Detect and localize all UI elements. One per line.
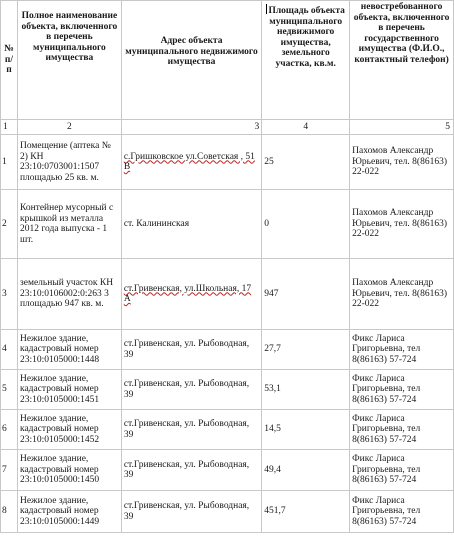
table-row bbox=[1, 190, 454, 259]
object-area: 451,7 bbox=[262, 491, 350, 533]
table-row bbox=[1, 370, 454, 410]
header-area bbox=[262, 1, 350, 120]
object-name: Нежилое здание, кадастровый номер 23:10:0105000:1448 bbox=[17, 330, 121, 370]
column-index-row bbox=[1, 120, 454, 135]
table-row bbox=[1, 259, 454, 330]
table-row bbox=[1, 450, 454, 491]
object-address: ст.Гривенская, ул. Рыбоводная, 39 bbox=[121, 491, 261, 533]
contact-holder: Фикс Лариса Григорьевна, тел 8(86163) 57-724 bbox=[350, 370, 454, 410]
object-address: ст.Гривенская, ул. Рыбоводная, 39 bbox=[121, 410, 261, 450]
object-name: земельный участок КН 23:10:0106002:0:263 3 площадью 947 кв. м. bbox=[17, 259, 121, 330]
object-name: Помещение (аптека № 2) КН 23:10:0703001:1507 площадью 25 кв. м. bbox=[17, 135, 121, 190]
object-address: ст.Гривенская, ул. Рыбоводная, 39 bbox=[121, 370, 261, 410]
row-number: 3 bbox=[1, 259, 18, 330]
contact-holder: Пахомов Александр Юрьевич, тел. 8(86163) 22-022 bbox=[350, 259, 454, 330]
object-name: Контейнер мусорный с крышкой из металла 2012 года выпуска - 1 шт. bbox=[17, 190, 121, 259]
column-index: 3 bbox=[121, 120, 261, 135]
row-number: 5 bbox=[1, 370, 18, 410]
table-row bbox=[1, 410, 454, 450]
header-address: Адрес объекта муниципального недвижимого имущества bbox=[121, 1, 261, 120]
object-area: 53,1 bbox=[262, 370, 350, 410]
object-area: 14,5 bbox=[262, 410, 350, 450]
object-area: 27,7 bbox=[262, 330, 350, 370]
row-number: 8 bbox=[1, 491, 18, 533]
row-number: 7 bbox=[1, 450, 18, 491]
column-index: 2 bbox=[17, 120, 121, 135]
column-index: 5 bbox=[350, 120, 454, 135]
object-area: 25 bbox=[262, 135, 350, 190]
header-name: Полное наименование объекта, включенного в перечень муниципального имущества bbox=[17, 1, 121, 120]
object-address: с.Гришковское ул.Советская , 51 В bbox=[121, 135, 261, 190]
contact-holder: Пахомов Александр Юрьевич, тел. 8(86163) 22-022 bbox=[350, 190, 454, 259]
object-area: 49,4 bbox=[262, 450, 350, 491]
table-row bbox=[1, 135, 454, 190]
object-address: ст.Гривенская, ул.Школьная, 17 А bbox=[121, 259, 261, 330]
header-holder: невостребованного объекта, включенного в перечень государственного имущества (Ф.И.О., контактный телефон) bbox=[350, 1, 454, 120]
contact-holder: Фикс Лариса Григорьевна, тел 8(86163) 57-724 bbox=[350, 410, 454, 450]
row-number: 6 bbox=[1, 410, 18, 450]
header-area-text: Площадь объекта муниципального недвижимого имущества, земельного участка, кв.м. bbox=[268, 6, 345, 69]
table-row bbox=[1, 491, 454, 533]
contact-holder: Фикс Лариса Григорьевна, тел 8(86163) 57-724 bbox=[350, 450, 454, 491]
contact-holder: Фикс Лариса Григорьевна, тел 8(86163) 57-724 bbox=[350, 491, 454, 533]
object-address: ст.Гривенская, ул. Рыбоводная, 39 bbox=[121, 330, 261, 370]
object-name: Нежилое здание, кадастровый номер 23:10:0105000:1452 bbox=[17, 410, 121, 450]
row-number: 1 bbox=[1, 135, 18, 190]
row-number: 4 bbox=[1, 330, 18, 370]
column-index: 4 bbox=[262, 120, 350, 135]
row-number: 2 bbox=[1, 190, 18, 259]
contact-holder: Фикс Лариса Григорьевна, тел 8(86163) 57-724 bbox=[350, 330, 454, 370]
object-address: ст. Калининская bbox=[121, 190, 261, 259]
header-row bbox=[1, 1, 454, 120]
contact-holder: Пахомов Александр Юрьевич, тел. 8(86163) 22-022 bbox=[350, 135, 454, 190]
object-area: 947 bbox=[262, 259, 350, 330]
object-name: Нежилое здание, кадастровый номер 23:10:0105000:1449 bbox=[17, 491, 121, 533]
object-name: Нежилое здание, кадастровый номер 23:10:0105000:1451 bbox=[17, 370, 121, 410]
header-number: № п/ п bbox=[1, 1, 18, 120]
object-name: Нежилое здание, кадастровый номер 23:10:0105000:1450 bbox=[17, 450, 121, 491]
table-row bbox=[1, 330, 454, 370]
object-area: 0 bbox=[262, 190, 350, 259]
object-address: ст.Гривенская, ул. Рыбоводная, 39 bbox=[121, 450, 261, 491]
column-index: 1 bbox=[1, 120, 18, 135]
